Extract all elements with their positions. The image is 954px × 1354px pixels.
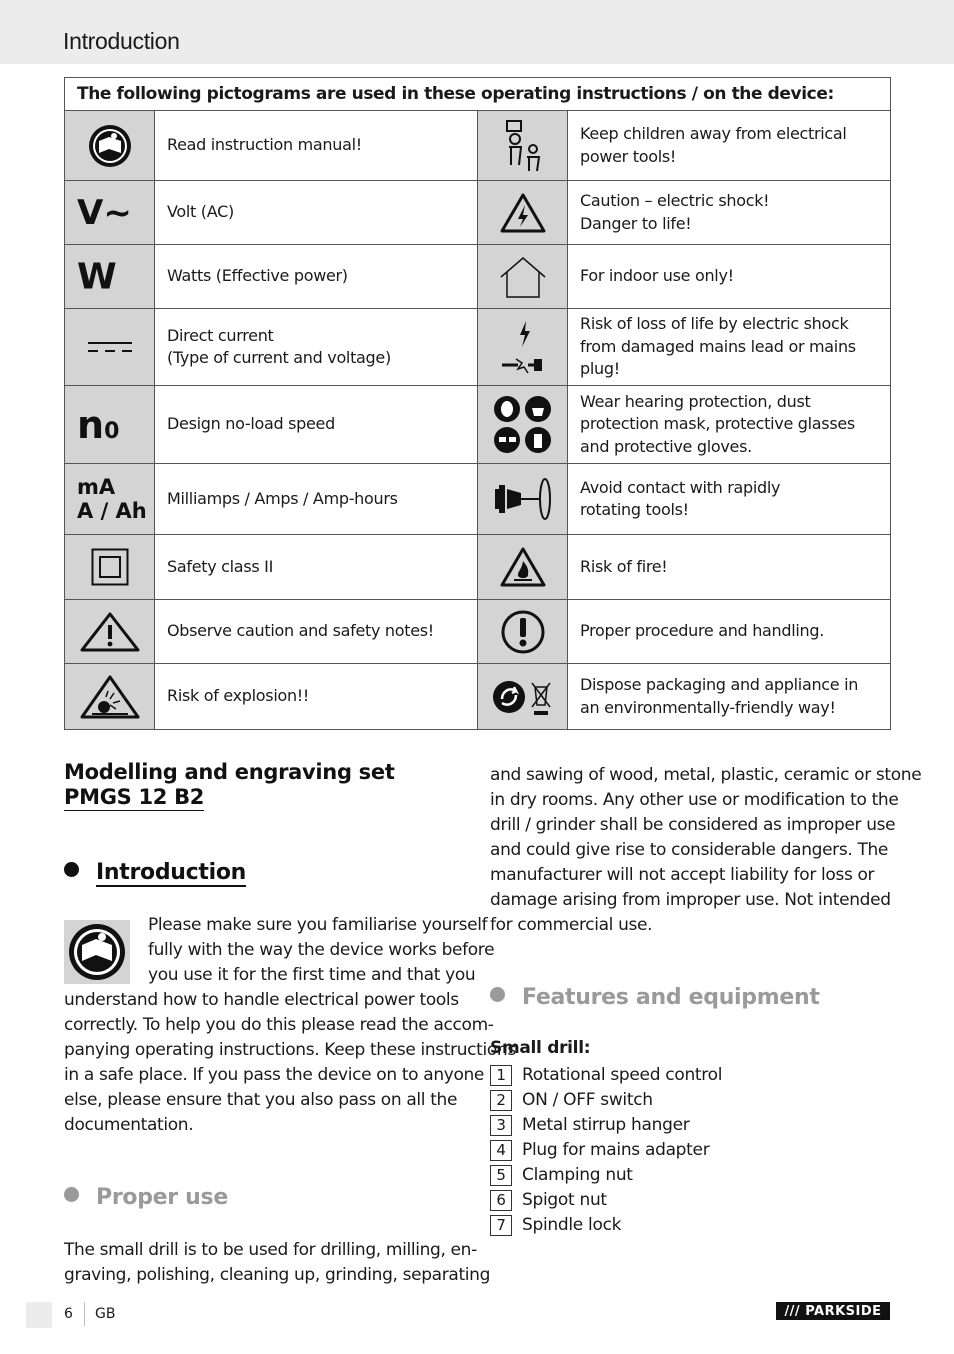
heading-bullet — [490, 987, 505, 1002]
text-line: correctly. To help you do this please read the accom- — [64, 1015, 494, 1035]
text-line: drill / grinder shall be considered as improper use — [490, 815, 896, 835]
part-label: ON / OFF switch — [522, 1090, 653, 1110]
electric-shock-warning-icon — [500, 193, 546, 233]
small-drill-subheading: Small drill: — [490, 1038, 591, 1058]
pictogram-label: Caution – electric shock! Danger to life! — [568, 181, 891, 245]
damaged-mains-lead-icon — [500, 319, 546, 375]
list-item — [490, 1188, 722, 1213]
part-label: Spigot nut — [522, 1190, 607, 1210]
pictogram-label: Proper procedure and handling. — [568, 600, 891, 664]
part-number: 1 — [490, 1065, 512, 1086]
milliamps-line1: mA — [77, 475, 116, 499]
pictogram-label: Observe caution and safety notes! — [155, 600, 478, 664]
pictogram-label: Read instruction manual! — [155, 111, 478, 181]
footer-marker — [26, 1302, 52, 1328]
part-label: Plug for mains adapter — [522, 1140, 710, 1160]
page-header — [0, 0, 954, 64]
text-line: documentation. — [64, 1115, 194, 1135]
part-label: Clamping nut — [522, 1165, 633, 1185]
caution-triangle-icon — [80, 612, 140, 652]
explosion-warning-icon — [80, 675, 140, 719]
text-line: else, please ensure that you also pass on all the — [64, 1090, 458, 1110]
text-line: manufacturer will not accept liability for loss or — [490, 865, 875, 885]
pictogram-table-heading: The following pictograms are used in these operating instructions / on the device: — [65, 78, 891, 111]
pictogram-label: Volt (AC) — [155, 181, 478, 245]
part-label: Metal stirrup hanger — [522, 1115, 690, 1135]
pictogram-label: Direct current (Type of current and voltage) — [155, 309, 478, 386]
proper-use-text-right — [490, 763, 921, 938]
exclamation-circle-icon — [500, 609, 546, 655]
parts-list — [490, 1063, 722, 1238]
pictogram-label: Keep children away from electrical power tools! — [568, 111, 891, 181]
part-number: 5 — [490, 1165, 512, 1186]
part-number: 2 — [490, 1090, 512, 1111]
text-line: and sawing of wood, metal, plastic, ceramic or stone — [490, 765, 922, 785]
milliamps-icon — [77, 475, 147, 523]
proper-use-heading-label: Proper use — [96, 1185, 228, 1210]
pictogram-label: Design no-load speed — [155, 386, 478, 464]
proper-use-heading — [64, 1185, 228, 1210]
text-line: you use it for the first time and that you — [148, 965, 476, 985]
list-item — [490, 1088, 722, 1113]
text-line: in a safe place. If you pass the device on to anyone — [64, 1065, 485, 1085]
fire-warning-icon — [500, 547, 546, 587]
read-manual-icon — [87, 123, 133, 169]
part-number: 3 — [490, 1115, 512, 1136]
pictogram-label: Watts (Effective power) — [155, 245, 478, 309]
list-item — [490, 1163, 722, 1188]
introduction-heading-label: Introduction — [96, 860, 247, 885]
text-line: panying operating instructions. Keep these instructions — [64, 1040, 516, 1060]
text-line: fully with the way the device works before — [148, 940, 495, 960]
language-code: GB — [95, 1306, 116, 1322]
part-number: 6 — [490, 1190, 512, 1211]
text-line: The small drill is to be used for drilling, milling, en- — [64, 1240, 477, 1260]
pictogram-table — [64, 77, 891, 730]
heading-bullet — [64, 862, 79, 877]
no-load-symbol: n — [77, 402, 105, 447]
text-line: Please make sure you familiarise yourself — [148, 915, 488, 935]
introduction-heading — [64, 860, 246, 885]
list-item — [490, 1063, 722, 1088]
list-item — [490, 1138, 722, 1163]
pictogram-label: Milliamps / Amps / Amp-hours — [155, 464, 478, 535]
read-manual-icon — [64, 920, 130, 984]
no-load-subscript: 0 — [104, 418, 120, 444]
pictogram-label: Risk of fire! — [568, 535, 891, 600]
list-item — [490, 1113, 722, 1138]
part-label: Spindle lock — [522, 1215, 622, 1235]
pictogram-label: Risk of explosion!! — [155, 664, 478, 730]
text-line: and could give rise to considerable dangers. The — [490, 840, 889, 860]
heading-bullet — [64, 1187, 79, 1202]
proper-use-text-left — [64, 1238, 490, 1288]
volt-ac-icon: V~ — [77, 192, 132, 233]
text-line: in dry rooms. Any other use or modification to the — [490, 790, 899, 810]
indoor-use-house-icon — [498, 255, 548, 299]
rotating-tool-icon — [491, 475, 555, 523]
text-line: graving, polishing, cleaning up, grinding, separating — [64, 1265, 491, 1285]
no-load-speed-icon — [77, 403, 119, 447]
footer-divider — [84, 1302, 85, 1326]
text-line: for commercial use. — [490, 915, 653, 935]
product-title — [64, 760, 395, 811]
pictogram-label: For indoor use only! — [568, 245, 891, 309]
brand-logo: /// PARKSIDE — [776, 1302, 890, 1320]
pictogram-label: Safety class II — [155, 535, 478, 600]
part-number: 4 — [490, 1140, 512, 1161]
part-label: Rotational speed control — [522, 1065, 723, 1085]
watts-icon: W — [77, 256, 117, 297]
product-title-line2: PMGS 12 B2 — [64, 785, 205, 809]
introduction-text-indented — [148, 913, 494, 988]
pictogram-label: Risk of loss of life by electric shock from damaged mains lead or mains plug! — [568, 309, 891, 386]
features-heading — [490, 985, 820, 1010]
introduction-text — [64, 988, 516, 1138]
keep-children-away-icon — [501, 119, 545, 173]
pictogram-label: Wear hearing protection, dust protection mask, protective glasses and protective gloves. — [568, 386, 891, 464]
safety-class-ii-icon — [91, 548, 129, 586]
direct-current-icon — [86, 340, 134, 354]
text-line: understand how to handle electrical power tools — [64, 990, 459, 1010]
features-heading-label: Features and equipment — [522, 985, 820, 1010]
product-title-line1: Modelling and engraving set — [64, 760, 395, 784]
list-item — [490, 1213, 722, 1238]
protective-equipment-icon — [492, 394, 554, 456]
recycling-disposal-icon — [492, 677, 554, 717]
page-number: 6 — [64, 1306, 73, 1322]
text-line: damage arising from improper use. Not intended — [490, 890, 891, 910]
part-number: 7 — [490, 1215, 512, 1236]
pictogram-label: Dispose packaging and appliance in an environmentally-friendly way! — [568, 664, 891, 730]
milliamps-line2: A / Ah — [77, 499, 147, 523]
pictogram-label: Avoid contact with rapidly rotating tools! — [568, 464, 891, 535]
page-title: Introduction — [63, 28, 180, 54]
